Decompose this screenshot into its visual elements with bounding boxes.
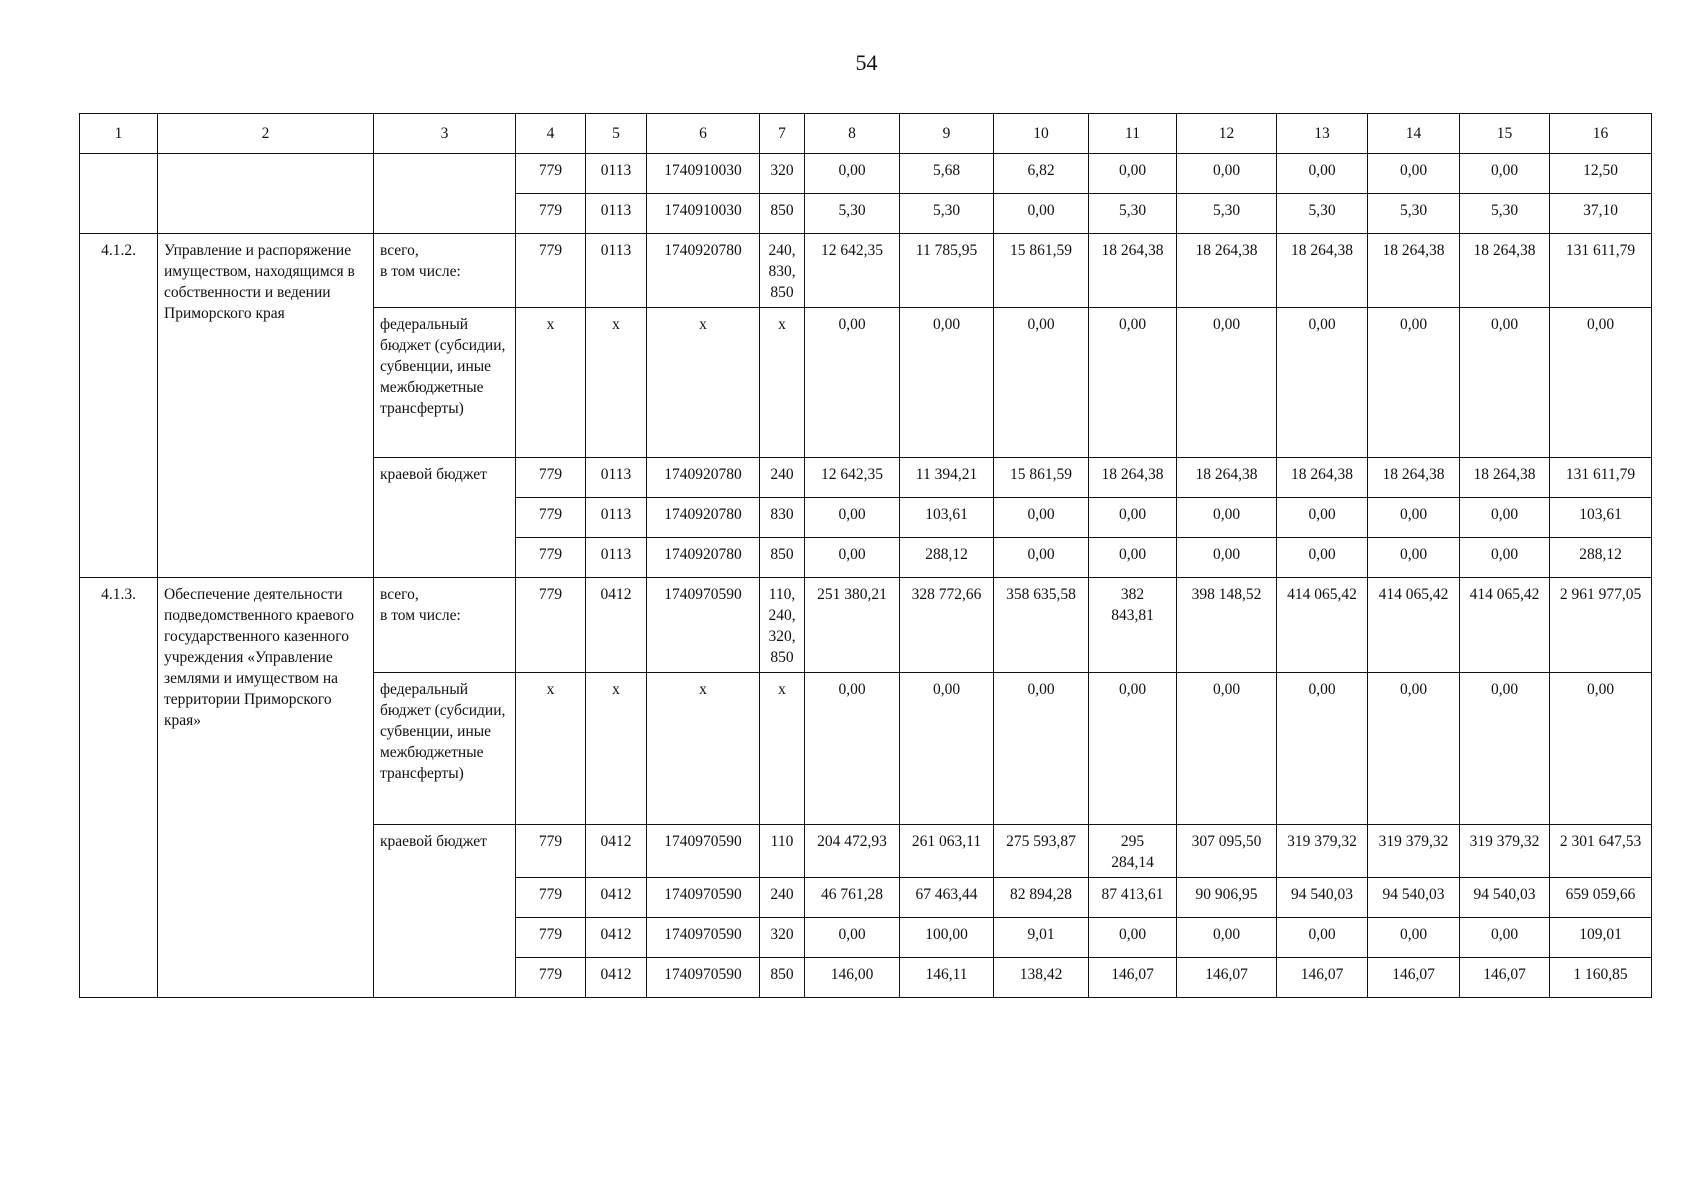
expense-type-cell: х	[760, 673, 805, 825]
header-cell: 6	[647, 114, 760, 154]
funding-source-cell: краевой бюджет	[374, 825, 516, 998]
year-1-cell: 46 761,28	[805, 878, 900, 918]
year-5-cell: 0,00	[1177, 498, 1277, 538]
year-5-cell: 5,30	[1177, 194, 1277, 234]
year-8-cell: 0,00	[1460, 673, 1550, 825]
section-code-cell: 0113	[586, 458, 647, 498]
grbs-code-cell: 779	[516, 498, 586, 538]
year-7-cell: 0,00	[1368, 498, 1460, 538]
year-4-cell: 87 413,61	[1089, 878, 1177, 918]
year-1-cell: 0,00	[805, 154, 900, 194]
section-code-cell: 0412	[586, 958, 647, 998]
item-name-cell: Управление и распоряжение имуществом, находящимся в собственности и ведении Приморского края	[158, 234, 374, 578]
year-3-cell: 275 593,87	[994, 825, 1089, 878]
header-cell: 7	[760, 114, 805, 154]
year-2-cell: 288,12	[900, 538, 994, 578]
grbs-code-cell: 779	[516, 918, 586, 958]
item-number-cell	[80, 154, 158, 234]
section-code-cell: 0113	[586, 154, 647, 194]
grbs-code-cell: 779	[516, 878, 586, 918]
header-cell: 14	[1368, 114, 1460, 154]
grbs-code-cell: 779	[516, 194, 586, 234]
funding-source-cell: всего, в том числе:	[374, 578, 516, 673]
year-1-cell: 251 380,21	[805, 578, 900, 673]
year-7-cell: 18 264,38	[1368, 458, 1460, 498]
section-code-cell: 0113	[586, 498, 647, 538]
year-5-cell: 18 264,38	[1177, 458, 1277, 498]
year-1-cell: 204 472,93	[805, 825, 900, 878]
grbs-code-cell: 779	[516, 958, 586, 998]
year-7-cell: 0,00	[1368, 308, 1460, 458]
target-article-cell: 1740920780	[647, 234, 760, 308]
expense-type-cell: 850	[760, 958, 805, 998]
year-3-cell: 0,00	[994, 538, 1089, 578]
target-article-cell: 1740970590	[647, 958, 760, 998]
header-cell: 12	[1177, 114, 1277, 154]
table-row	[80, 154, 1652, 194]
year-5-cell: 146,07	[1177, 958, 1277, 998]
year-5-cell: 0,00	[1177, 308, 1277, 458]
year-5-cell: 398 148,52	[1177, 578, 1277, 673]
funding-source-cell: федеральный бюджет (субсидии, субвенции, иные межбюджетные трансферты)	[374, 308, 516, 458]
year-7-cell: 94 540,03	[1368, 878, 1460, 918]
expense-type-cell: 830	[760, 498, 805, 538]
funding-source-cell: краевой бюджет	[374, 458, 516, 578]
section-code-cell: 0113	[586, 234, 647, 308]
year-8-cell: 0,00	[1460, 154, 1550, 194]
year-4-cell: 382 843,81	[1089, 578, 1177, 673]
year-1-cell: 0,00	[805, 538, 900, 578]
year-5-cell: 307 095,50	[1177, 825, 1277, 878]
section-code-cell: 0412	[586, 918, 647, 958]
year-7-cell: 319 379,32	[1368, 825, 1460, 878]
total-cell: 0,00	[1550, 673, 1652, 825]
year-6-cell: 0,00	[1277, 538, 1368, 578]
year-3-cell: 15 861,59	[994, 458, 1089, 498]
year-4-cell: 146,07	[1089, 958, 1177, 998]
grbs-code-cell: 779	[516, 825, 586, 878]
year-4-cell: 295 284,14	[1089, 825, 1177, 878]
section-code-cell: х	[586, 308, 647, 458]
year-8-cell: 414 065,42	[1460, 578, 1550, 673]
section-code-cell: 0412	[586, 878, 647, 918]
section-code-cell: 0113	[586, 194, 647, 234]
year-8-cell: 94 540,03	[1460, 878, 1550, 918]
year-1-cell: 12 642,35	[805, 458, 900, 498]
year-2-cell: 11 394,21	[900, 458, 994, 498]
year-5-cell: 0,00	[1177, 673, 1277, 825]
year-3-cell: 0,00	[994, 498, 1089, 538]
year-7-cell: 0,00	[1368, 918, 1460, 958]
funding-source-cell: всего, в том числе:	[374, 234, 516, 308]
year-8-cell: 0,00	[1460, 538, 1550, 578]
year-8-cell: 0,00	[1460, 308, 1550, 458]
year-3-cell: 9,01	[994, 918, 1089, 958]
year-2-cell: 261 063,11	[900, 825, 994, 878]
total-cell: 2 961 977,05	[1550, 578, 1652, 673]
target-article-cell: 1740970590	[647, 918, 760, 958]
expense-type-cell: 110, 240, 320, 850	[760, 578, 805, 673]
year-3-cell: 82 894,28	[994, 878, 1089, 918]
grbs-code-cell: 779	[516, 578, 586, 673]
year-6-cell: 0,00	[1277, 154, 1368, 194]
year-4-cell: 5,30	[1089, 194, 1177, 234]
total-cell: 0,00	[1550, 308, 1652, 458]
total-cell: 103,61	[1550, 498, 1652, 538]
header-cell: 10	[994, 114, 1089, 154]
header-cell: 2	[158, 114, 374, 154]
year-4-cell: 0,00	[1089, 154, 1177, 194]
expense-type-cell: 240, 830, 850	[760, 234, 805, 308]
year-7-cell: 18 264,38	[1368, 234, 1460, 308]
year-6-cell: 18 264,38	[1277, 234, 1368, 308]
year-1-cell: 0,00	[805, 498, 900, 538]
year-2-cell: 5,30	[900, 194, 994, 234]
year-5-cell: 18 264,38	[1177, 234, 1277, 308]
funding-source-cell: федеральный бюджет (субсидии, субвенции, иные межбюджетные трансферты)	[374, 673, 516, 825]
target-article-cell: 1740910030	[647, 194, 760, 234]
year-3-cell: 0,00	[994, 308, 1089, 458]
header-cell: 16	[1550, 114, 1652, 154]
year-7-cell: 414 065,42	[1368, 578, 1460, 673]
year-4-cell: 18 264,38	[1089, 234, 1177, 308]
total-cell: 131 611,79	[1550, 458, 1652, 498]
funding-source-cell	[374, 154, 516, 234]
target-article-cell: 1740910030	[647, 154, 760, 194]
year-7-cell: 0,00	[1368, 673, 1460, 825]
year-4-cell: 0,00	[1089, 673, 1177, 825]
section-code-cell: 0113	[586, 538, 647, 578]
year-4-cell: 0,00	[1089, 538, 1177, 578]
total-cell: 37,10	[1550, 194, 1652, 234]
expense-type-cell: 240	[760, 458, 805, 498]
header-cell: 13	[1277, 114, 1368, 154]
year-2-cell: 328 772,66	[900, 578, 994, 673]
page-number: 54	[855, 50, 878, 75]
expense-type-cell: 850	[760, 194, 805, 234]
year-6-cell: 414 065,42	[1277, 578, 1368, 673]
year-8-cell: 319 379,32	[1460, 825, 1550, 878]
section-code-cell: х	[586, 673, 647, 825]
expense-type-cell: 110	[760, 825, 805, 878]
year-8-cell: 18 264,38	[1460, 458, 1550, 498]
expense-type-cell: 320	[760, 918, 805, 958]
header-cell: 11	[1089, 114, 1177, 154]
year-1-cell: 0,00	[805, 673, 900, 825]
year-2-cell: 11 785,95	[900, 234, 994, 308]
year-5-cell: 0,00	[1177, 154, 1277, 194]
expense-type-cell: 240	[760, 878, 805, 918]
year-3-cell: 138,42	[994, 958, 1089, 998]
total-cell: 659 059,66	[1550, 878, 1652, 918]
table-row	[80, 578, 1652, 673]
year-6-cell: 146,07	[1277, 958, 1368, 998]
target-article-cell: 1740920780	[647, 458, 760, 498]
year-7-cell: 5,30	[1368, 194, 1460, 234]
target-article-cell: х	[647, 308, 760, 458]
year-3-cell: 0,00	[994, 194, 1089, 234]
header-cell: 1	[80, 114, 158, 154]
total-cell: 109,01	[1550, 918, 1652, 958]
year-3-cell: 358 635,58	[994, 578, 1089, 673]
target-article-cell: 1740920780	[647, 498, 760, 538]
year-8-cell: 0,00	[1460, 498, 1550, 538]
year-4-cell: 0,00	[1089, 498, 1177, 538]
total-cell: 2 301 647,53	[1550, 825, 1652, 878]
year-1-cell: 5,30	[805, 194, 900, 234]
year-3-cell: 6,82	[994, 154, 1089, 194]
total-cell: 1 160,85	[1550, 958, 1652, 998]
year-1-cell: 12 642,35	[805, 234, 900, 308]
year-4-cell: 0,00	[1089, 918, 1177, 958]
year-6-cell: 0,00	[1277, 498, 1368, 538]
grbs-code-cell: х	[516, 673, 586, 825]
year-2-cell: 5,68	[900, 154, 994, 194]
header-cell: 9	[900, 114, 994, 154]
year-6-cell: 5,30	[1277, 194, 1368, 234]
year-1-cell: 146,00	[805, 958, 900, 998]
year-8-cell: 5,30	[1460, 194, 1550, 234]
item-number-cell: 4.1.2.	[80, 234, 158, 578]
year-5-cell: 0,00	[1177, 918, 1277, 958]
budget-table	[79, 113, 1652, 998]
year-2-cell: 100,00	[900, 918, 994, 958]
year-4-cell: 0,00	[1089, 308, 1177, 458]
grbs-code-cell: 779	[516, 458, 586, 498]
year-2-cell: 0,00	[900, 308, 994, 458]
year-6-cell: 0,00	[1277, 308, 1368, 458]
year-2-cell: 67 463,44	[900, 878, 994, 918]
header-row	[80, 114, 1652, 154]
table-row	[80, 234, 1652, 308]
year-7-cell: 0,00	[1368, 154, 1460, 194]
grbs-code-cell: х	[516, 308, 586, 458]
year-6-cell: 319 379,32	[1277, 825, 1368, 878]
year-8-cell: 146,07	[1460, 958, 1550, 998]
year-8-cell: 18 264,38	[1460, 234, 1550, 308]
total-cell: 288,12	[1550, 538, 1652, 578]
year-2-cell: 146,11	[900, 958, 994, 998]
header-cell: 3	[374, 114, 516, 154]
year-1-cell: 0,00	[805, 308, 900, 458]
total-cell: 131 611,79	[1550, 234, 1652, 308]
year-8-cell: 0,00	[1460, 918, 1550, 958]
year-6-cell: 0,00	[1277, 918, 1368, 958]
year-6-cell: 18 264,38	[1277, 458, 1368, 498]
target-article-cell: 1740970590	[647, 878, 760, 918]
year-5-cell: 0,00	[1177, 538, 1277, 578]
target-article-cell: х	[647, 673, 760, 825]
year-2-cell: 0,00	[900, 673, 994, 825]
header-cell: 8	[805, 114, 900, 154]
expense-type-cell: 850	[760, 538, 805, 578]
header-cell: 15	[1460, 114, 1550, 154]
header-cell: 4	[516, 114, 586, 154]
year-6-cell: 0,00	[1277, 673, 1368, 825]
target-article-cell: 1740920780	[647, 538, 760, 578]
year-5-cell: 90 906,95	[1177, 878, 1277, 918]
section-code-cell: 0412	[586, 578, 647, 673]
target-article-cell: 1740970590	[647, 578, 760, 673]
year-3-cell: 15 861,59	[994, 234, 1089, 308]
expense-type-cell: х	[760, 308, 805, 458]
item-name-cell: Обеспечение деятельности подведомственного краевого государственного казенного учреждения «Управление землями и имуществом на территории Приморского края»	[158, 578, 374, 998]
grbs-code-cell: 779	[516, 234, 586, 308]
year-7-cell: 0,00	[1368, 538, 1460, 578]
section-code-cell: 0412	[586, 825, 647, 878]
year-4-cell: 18 264,38	[1089, 458, 1177, 498]
year-7-cell: 146,07	[1368, 958, 1460, 998]
expense-type-cell: 320	[760, 154, 805, 194]
total-cell: 12,50	[1550, 154, 1652, 194]
year-3-cell: 0,00	[994, 673, 1089, 825]
grbs-code-cell: 779	[516, 154, 586, 194]
grbs-code-cell: 779	[516, 538, 586, 578]
year-2-cell: 103,61	[900, 498, 994, 538]
item-name-cell	[158, 154, 374, 234]
year-1-cell: 0,00	[805, 918, 900, 958]
header-cell: 5	[586, 114, 647, 154]
item-number-cell: 4.1.3.	[80, 578, 158, 998]
year-6-cell: 94 540,03	[1277, 878, 1368, 918]
target-article-cell: 1740970590	[647, 825, 760, 878]
